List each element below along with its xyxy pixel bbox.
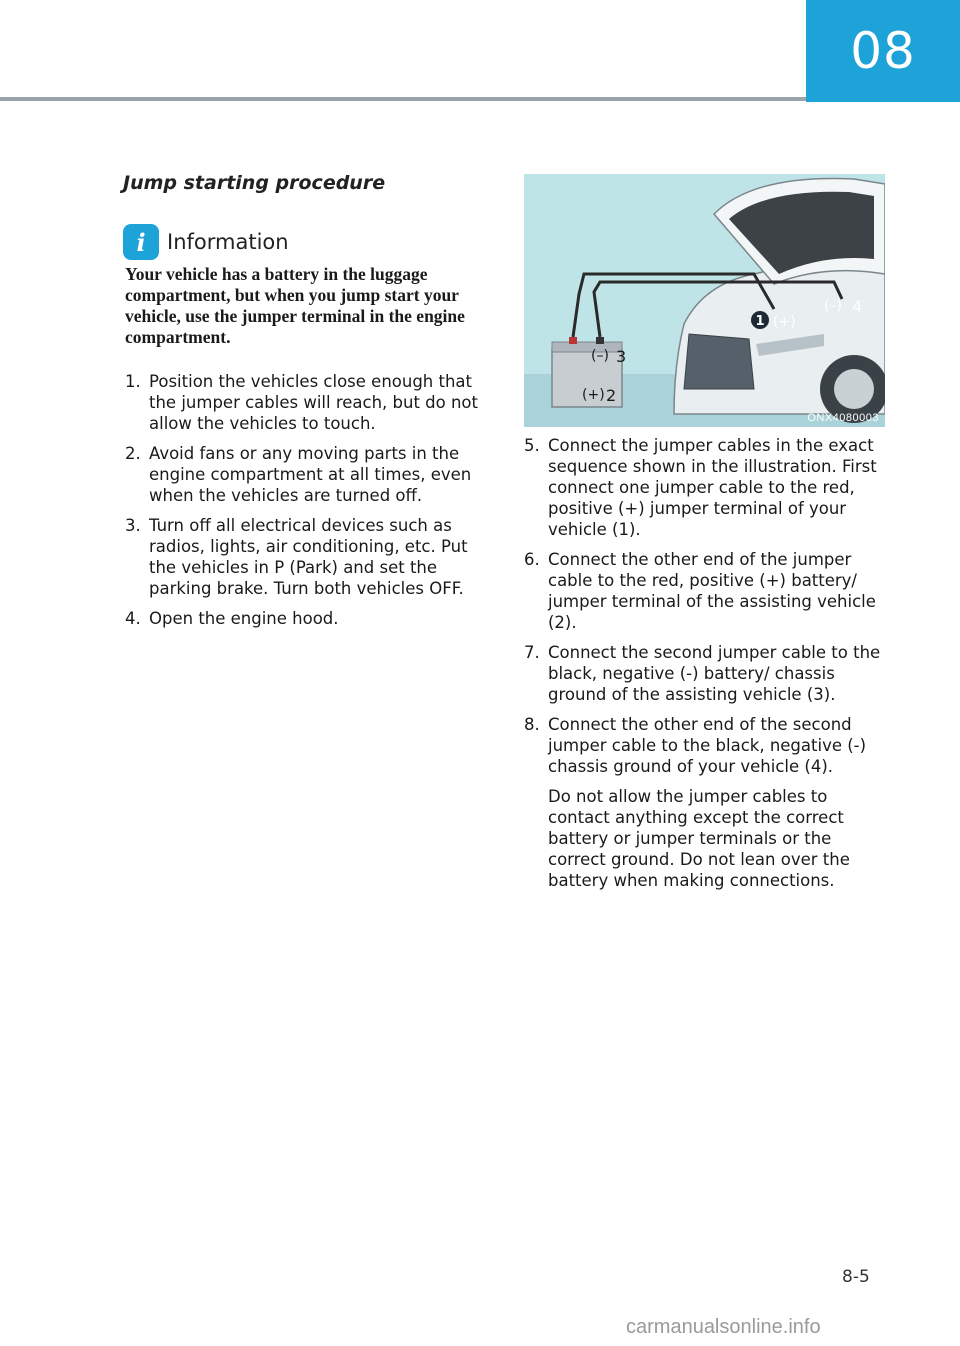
- step-item: [524, 642, 894, 705]
- step-number: 2.: [125, 444, 141, 463]
- step-item: [125, 515, 495, 599]
- step-text: Connect the second jumper cable to the black, negative (-) battery/ chassis ground of the assisting vehicle (3).: [548, 643, 881, 704]
- figure-code: ONX4080003: [807, 412, 879, 424]
- info-icon: i: [123, 224, 159, 260]
- info-label: Information: [167, 230, 289, 254]
- step-text: Open the engine hood.: [149, 609, 339, 628]
- callout-2-symbol: (+): [582, 387, 605, 403]
- step-text: Connect the other end of the second jumper cable to the black, negative (-) chassis ground of your vehicle (4).: [548, 715, 867, 776]
- callout-3-number: 3: [616, 347, 627, 366]
- step-number: 6.: [524, 550, 540, 569]
- callout-1-number: 1: [755, 314, 765, 329]
- section-title: Jump starting procedure: [123, 172, 386, 194]
- step-number: 1.: [125, 372, 141, 391]
- callout-4-symbol: (–): [824, 298, 842, 314]
- step-number: 3.: [125, 516, 141, 535]
- step-number: 8.: [524, 715, 540, 734]
- info-text: Your vehicle has a battery in the luggage compartment, but when you jump start your vehicle, use the jumper terminal in the engine compartment.: [125, 264, 465, 347]
- page-number: 8-5: [842, 1267, 870, 1287]
- step-8-note: Do not allow the jumper cables to contact anything except the correct battery or jumper terminals or the correct ground. Do not lean over the battery when making connections.: [548, 787, 850, 890]
- step-item: [125, 371, 495, 434]
- callout-2-number: 2: [606, 386, 617, 405]
- header-rule: [0, 97, 806, 101]
- step-item: [524, 714, 894, 777]
- step-item: [524, 435, 894, 540]
- step-text: Connect the other end of the jumper cable to the red, positive (+) battery/ jumper terminal of the assisting vehicle (2).: [548, 550, 876, 632]
- chapter-tab: 08: [806, 0, 960, 102]
- callout-1-symbol: (+): [773, 314, 796, 330]
- step-item: [125, 443, 495, 506]
- step-number: 5.: [524, 436, 540, 455]
- watermark: carmanualsonline.info: [626, 1316, 821, 1338]
- info-header: [123, 224, 289, 260]
- callout-3-symbol: (–): [591, 348, 609, 364]
- step-text: Turn off all electrical devices such as radios, lights, air conditioning, etc. Put the vehicles in P (Park) and set the parking brake. Turn both vehicles OFF.: [149, 516, 468, 598]
- callout-4-number: 4: [852, 297, 863, 316]
- step-number: 4.: [125, 609, 141, 628]
- step-text: Avoid fans or any moving parts in the engine compartment at all times, even when the vehicles are turned off.: [149, 444, 472, 505]
- step-number: 7.: [524, 643, 540, 662]
- jump-start-illustration: [524, 174, 885, 427]
- step-item: [524, 549, 894, 633]
- step-text: Connect the jumper cables in the exact sequence shown in the illustration. First connect one jumper cable to the red, positive (+) jumper terminal of your vehicle (1).: [548, 436, 877, 539]
- steps-right: [524, 435, 894, 891]
- step-item: [125, 608, 495, 629]
- step-text: Position the vehicles close enough that the jumper cables will reach, but do not allow the vehicles to touch.: [149, 372, 479, 433]
- car-battery-diagram: [524, 174, 885, 427]
- steps-left: [125, 371, 495, 638]
